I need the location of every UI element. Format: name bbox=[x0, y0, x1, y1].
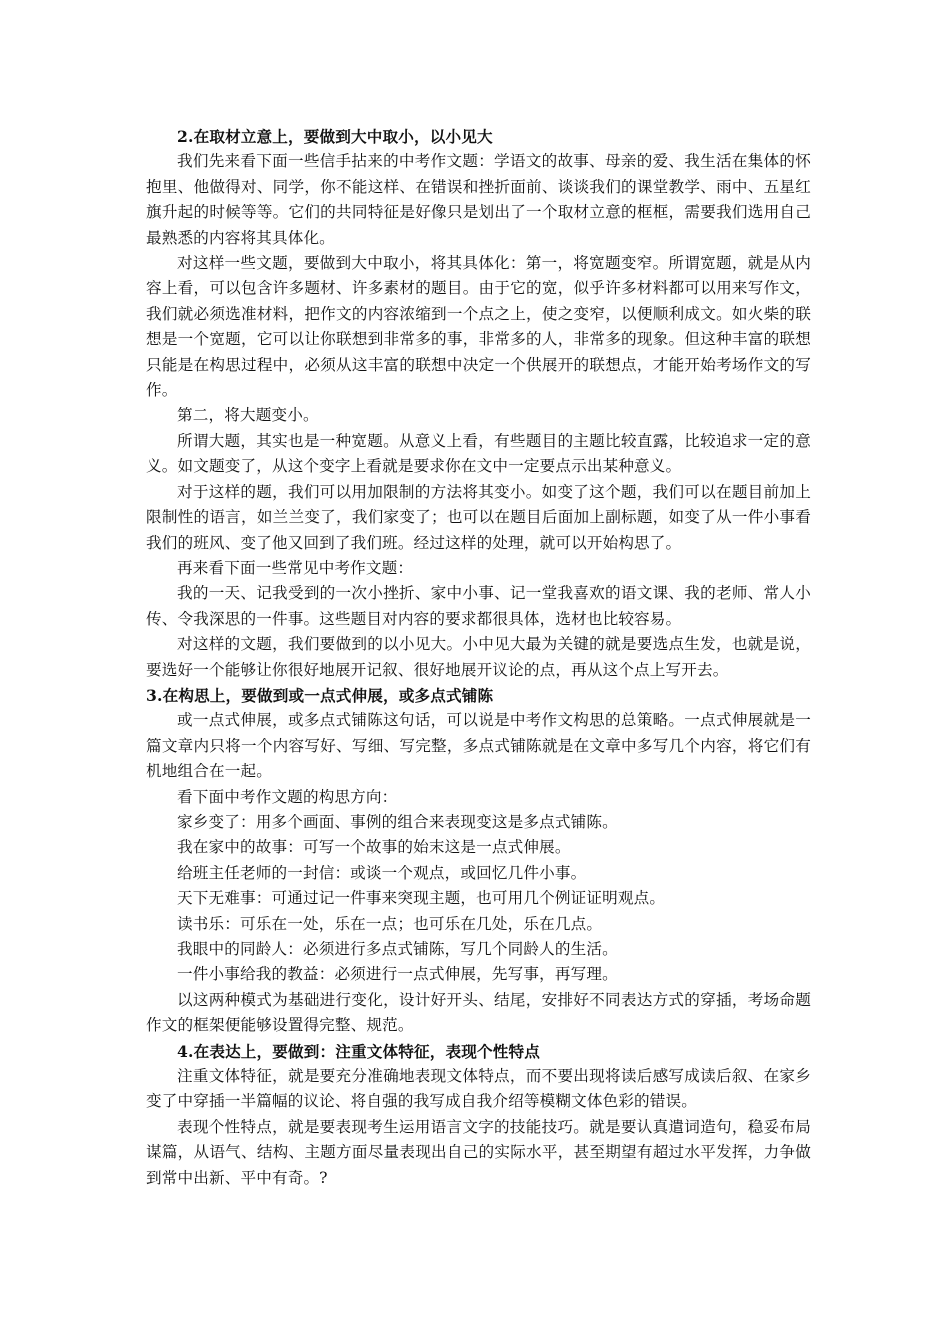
paragraph: 对于这样的题，我们可以用加限制的方法将其变小。如变了这个题，我们可以在题目前加上限制性的语言，如兰兰变了，我们家变了；也可以在题目后面加上副标题，如变了从一件小事看我们的班风、变了他又回到了我们班。经过这样的处理，就可以开始构思了。 bbox=[146, 482, 811, 552]
document-body bbox=[146, 124, 811, 1191]
paragraph: 表现个性特点，就是要表现考生运用语言文字的技能技巧。就是要认真遣词造句，稳妥布局谋篇，从语气、结构、主题方面尽量表现出自己的实际水平，甚至期望有超过水平发挥，力争做到常中出新、平中有奇。? bbox=[146, 1117, 811, 1187]
paragraph: 给班主任老师的一封信：或谈一个观点，或回忆几件小事。 bbox=[177, 863, 587, 882]
paragraph: 我眼中的同龄人：必须进行多点式铺陈，写几个同龄人的生活。 bbox=[177, 940, 618, 958]
section-heading-2: 2.在取材立意上，要做到大中取小，以小见大 bbox=[177, 127, 493, 146]
paragraph: 一件小事给我的教益：必须进行一点式伸展，先写事，再写理。 bbox=[177, 965, 618, 984]
paragraph: 所谓大题，其实也是一种宽题。从意义上看，有些题目的主题比较直露，比较追求一定的意义。如文题变了，从这个变字上看就是要求你在文中一定要点示出某种意义。 bbox=[146, 431, 811, 476]
paragraph: 我在家中的故事：可写一个故事的始末这是一点式伸展。 bbox=[177, 838, 571, 857]
section-heading-3: 3.在构思上，要做到或一点式伸展，或多点式铺陈 bbox=[146, 685, 494, 705]
paragraph: 我的一天、记我受到的一次小挫折、家中小事、记一堂我喜欢的语文课、我的老师、常人小传、令我深思的一件事。这些题目对内容的要求都很具体，选材也比较容易。 bbox=[146, 584, 811, 628]
paragraph: 以这两种模式为基础进行变化，设计好开头、结尾，安排好不同表达方式的穿插，考场命题作文的框架便能够设置得完整、规范。 bbox=[146, 990, 811, 1035]
paragraph: 注重文体特征，就是要充分准确地表现文体特点，而不要出现将读后感写成读后叙、在家乡变了中穿插一半篇幅的议论、将自强的我写成自我介绍等模糊文体色彩的错误。 bbox=[146, 1067, 811, 1111]
paragraph: 我们先来看下面一些信手拈来的中考作文题：学语文的故事、母亲的爱、我生活在集体的怀抱里、他做得对、同学，你不能这样、在错误和挫折面前、谈谈我们的课堂教学、雨中、五星红旗升起的时候等等。它们的共同特征是好像只是划出了一个取材立意的框框，需要我们选用自己最熟悉的内容将其具体化。 bbox=[146, 152, 811, 247]
section-heading-4: 4.在表达上，要做到：注重文体特征，表现个性特点 bbox=[177, 1041, 540, 1061]
paragraph: 天下无难事：可通过记一件事来突现主题，也可用几个例证证明观点。 bbox=[177, 889, 666, 908]
paragraph: 读书乐：可乐在一处，乐在一点；也可乐在几处，乐在几点。 bbox=[177, 914, 603, 933]
paragraph: 家乡变了：用多个画面、事例的组合来表现变这是多点式铺陈。 bbox=[177, 812, 618, 831]
paragraph: 对这样的文题，我们要做到的以小见大。小中见大最为关键的就是要选点生发，也就是说，要选好一个能够让你很好地展开记叙、很好地展开议论的点，再从这个点上写开去。 bbox=[146, 635, 811, 679]
paragraph: 或一点式伸展，或多点式铺陈这句话，可以说是中考作文构思的总策略。一点式伸展就是一篇文章内只将一个内容写好、写细、写完整，多点式铺陈就是在文章中多写几个内容，将它们有机地组合在一起。 bbox=[146, 711, 811, 781]
paragraph: 看下面中考作文题的构思方向： bbox=[177, 787, 398, 806]
paragraph: 对这样一些文题，要做到大中取小，将其具体化：第一，将宽题变窄。所谓宽题，就是从内容上看，可以包含许多题材、许多素材的题目。由于它的宽，似乎许多材料都可以用来写作文，我们就必须选准材料，把作文的内容浓缩到一个点之上，使之变窄，以便顺利成文。如火柴的联想是一个宽题，它可以让你联想到非常多的事，非常多的人，非常多的现象。但这种丰富的联想只能是在构思过程中，必须从这丰富的联想中决定一个供展开的联想点，才能开始考场作文的写作。 bbox=[146, 254, 811, 400]
paragraph: 第二，将大题变小。 bbox=[177, 406, 319, 425]
paragraph: 再来看下面一些常见中考作文题： bbox=[177, 558, 414, 577]
